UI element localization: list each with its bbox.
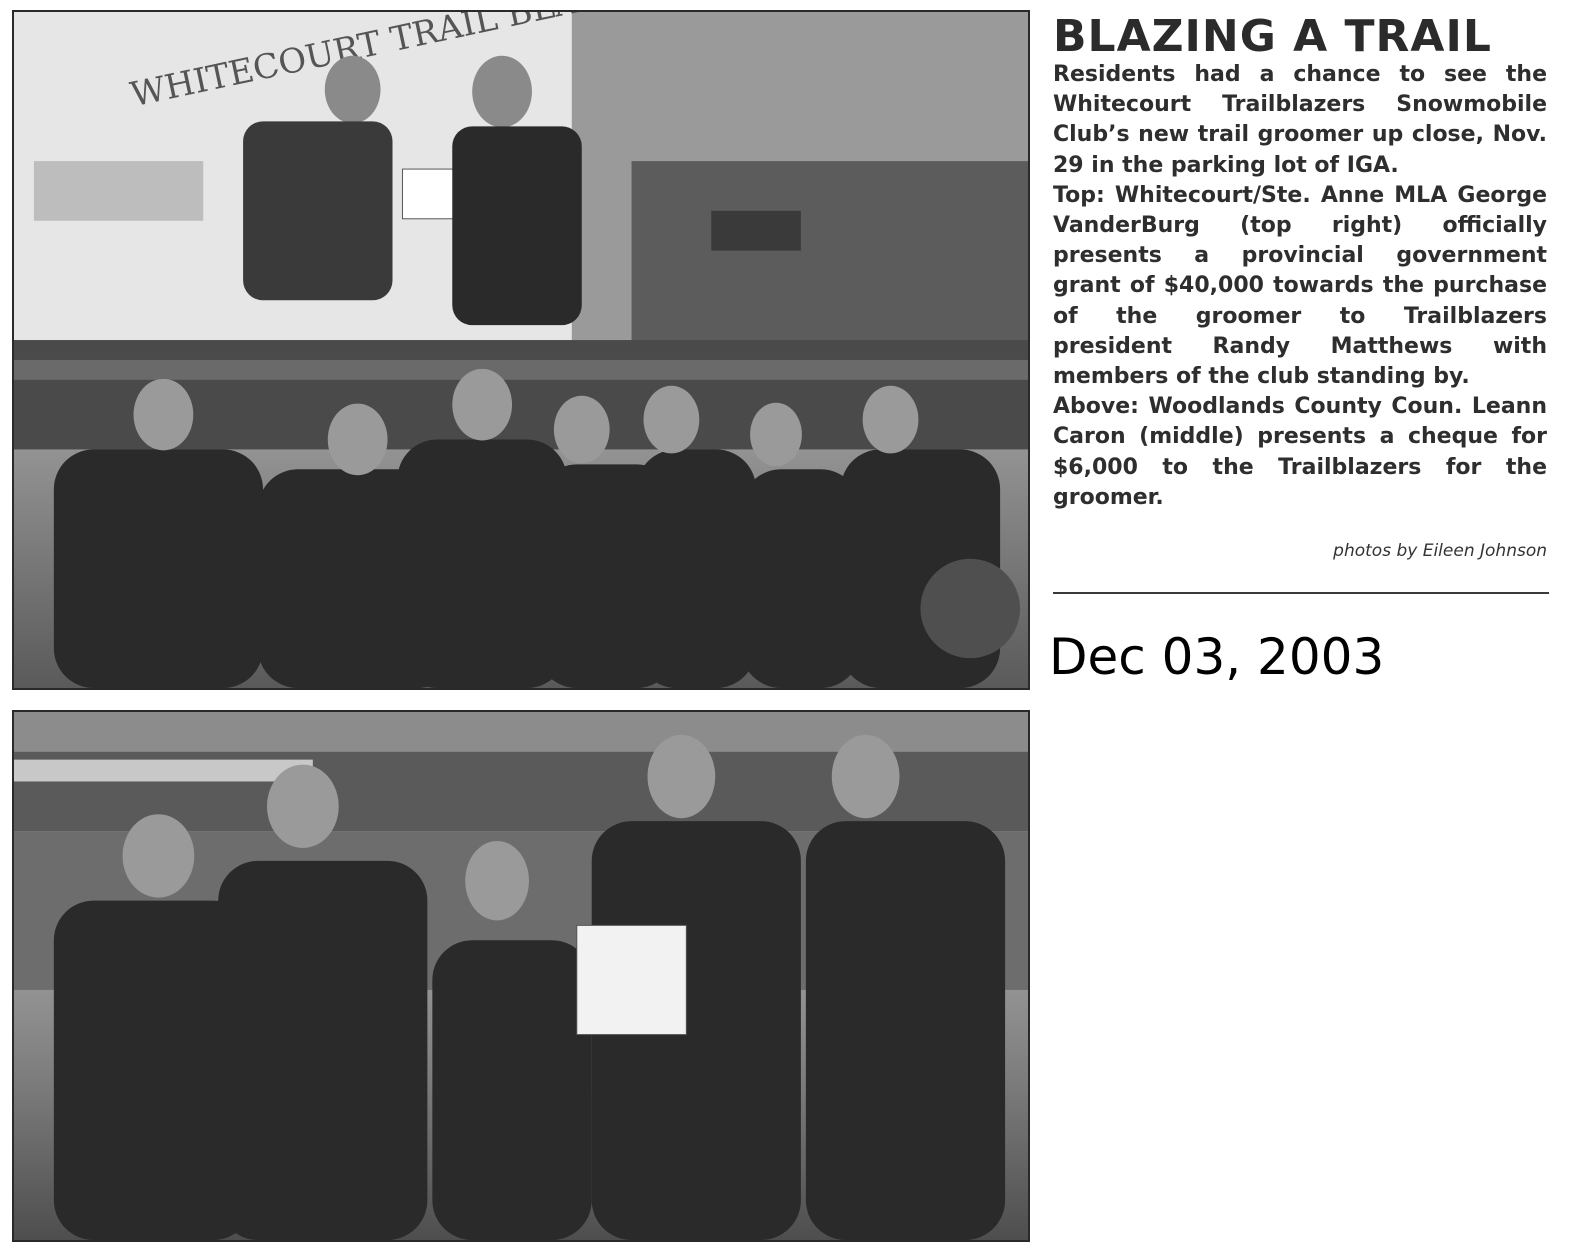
headline: BLAZING A TRAIL <box>1053 11 1492 62</box>
vehicle-lettering: WHITECOURT TRAIL <box>127 12 501 115</box>
date-label: Dec 03, 2003 <box>1049 628 1385 686</box>
photo-credit: photos by Eileen Johnson <box>1333 541 1547 561</box>
paragraph-intro: Residents had a chance to see the Whitecourt Trailblazers Snowmobile Club’s new trail groomer up close, Nov. 29 in the parking lot of IGA. <box>1053 62 1547 178</box>
divider <box>1053 592 1549 594</box>
bottom-photo <box>12 710 1030 1242</box>
article-body <box>1053 60 1547 513</box>
paragraph-above-caption: Above: Woodlands County Coun. Leann Caron (middle) presents a cheque for $6,000 to the Trailblazers for the groomer. <box>1053 394 1547 510</box>
bottom-photo-scene <box>14 712 1028 1240</box>
paragraph-top-caption: Top: Whitecourt/Ste. Anne MLA George VanderBurg (top right) officially presents a provincial government grant of $40,000 towards the purchase of the groomer to Trailblazers president Randy Matthews with members of the club standing by. <box>1053 182 1547 390</box>
top-photo-scene <box>14 12 1028 688</box>
top-photo <box>12 10 1030 690</box>
